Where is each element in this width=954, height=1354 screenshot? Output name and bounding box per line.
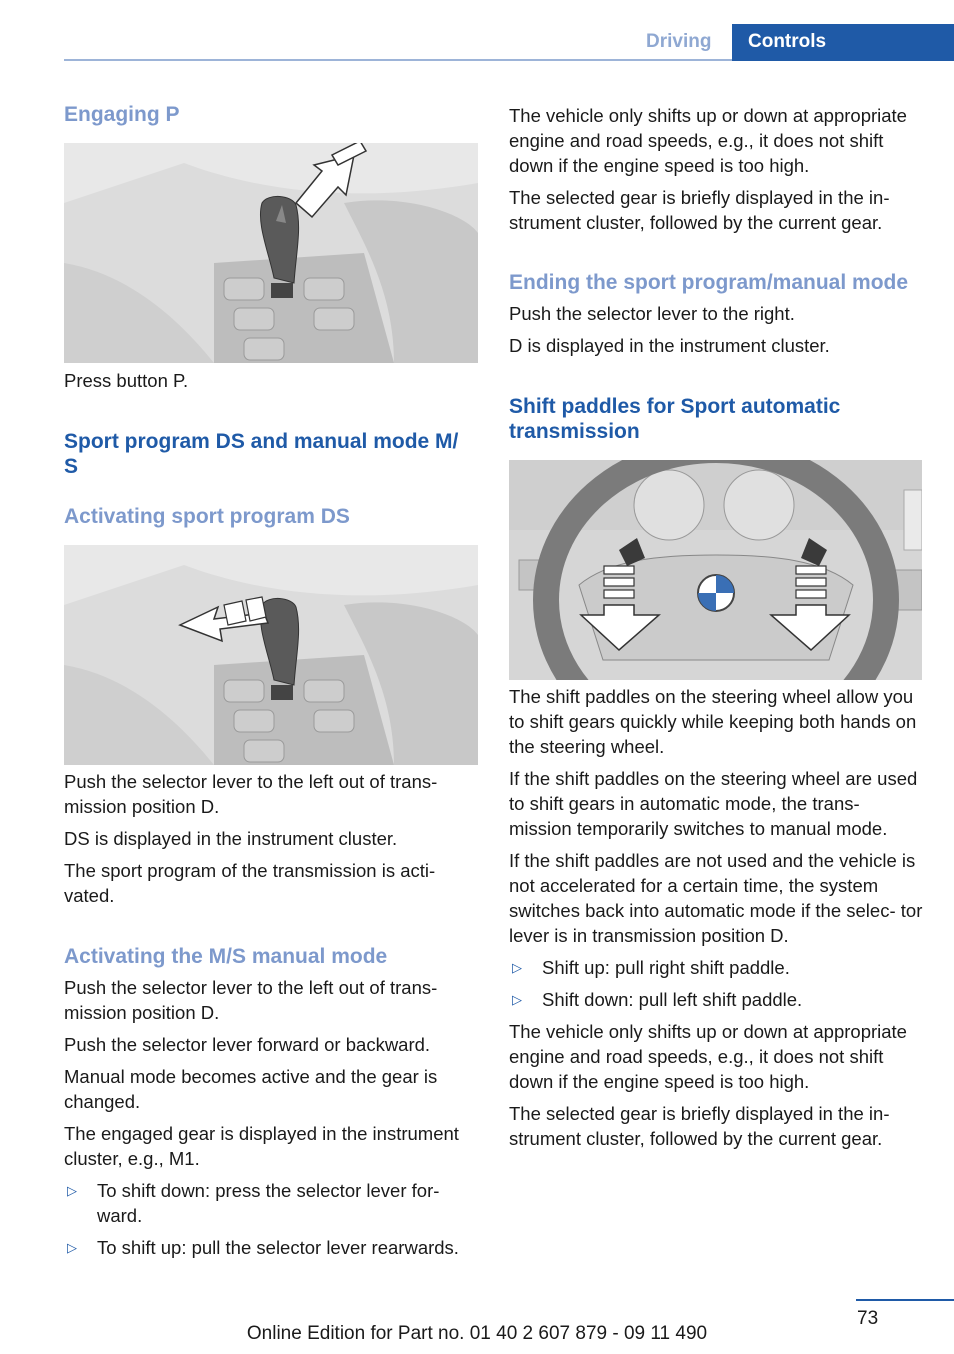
- heading-sport-program: Sport program DS and manual mode M/ S: [64, 430, 459, 478]
- text-gear-display: The selected gear is briefly displayed in the in- strument cluster, followed by the current gear.: [509, 187, 890, 233]
- text-ms-step2: Push the selector lever forward or backward.: [64, 1034, 431, 1055]
- heading-activating-ds: Activating sport program DS: [64, 505, 350, 528]
- heading-ending-sport: Ending the sport program/manual mode: [509, 271, 909, 294]
- header-section-label: Driving: [646, 31, 712, 52]
- text-gear-display-repeat: The selected gear is briefly displayed in the in- strument cluster, followed by the current gear.: [509, 1103, 890, 1149]
- left-column: [64, 100, 478, 1260]
- figure-steering-wheel-paddles: [509, 460, 922, 680]
- list-item: [509, 955, 923, 980]
- list-item-text: To shift down: press the selector lever for- ward.: [97, 1180, 440, 1226]
- bullet-triangle-icon: ▷: [512, 992, 522, 1007]
- figure-selector-lever-p: [64, 143, 478, 363]
- list-item-text: To shift up: pull the selector lever rearwards.: [97, 1237, 459, 1258]
- page-number: 73: [857, 1308, 879, 1329]
- text-ending-step1: Push the selector lever to the right.: [509, 303, 795, 324]
- text-ds-step2: DS is displayed in the instrument cluster.: [64, 828, 398, 849]
- text-ms-step1: Push the selector lever to the left out of trans- mission position D.: [64, 977, 438, 1023]
- heading-activating-ms: Activating the M/S manual mode: [64, 945, 388, 968]
- bullet-triangle-icon: ▷: [67, 1240, 77, 1255]
- list-item: [64, 1178, 478, 1228]
- figure-selector-lever-ds: [64, 545, 478, 765]
- text-ms-step4: The engaged gear is displayed in the instrument cluster, e.g., M1.: [64, 1123, 459, 1169]
- text-paddles-intro: The shift paddles on the steering wheel allow you to shift gears quickly while keeping both hands on the steering wheel.: [509, 686, 917, 757]
- text-press-button-p: Press button P.: [64, 370, 189, 391]
- text-ds-step1: Push the selector lever to the left out of trans- mission position D.: [64, 771, 438, 817]
- heading-engaging-p: Engaging P: [64, 103, 180, 126]
- footer-edition-note: Online Edition for Part no. 01 40 2 607 879 - 09 11 490: [246, 1323, 708, 1344]
- page-number-rule: [856, 1299, 954, 1301]
- text-shift-condition-repeat: The vehicle only shifts up or down at appropriate engine and road speeds, e.g., it does not shift down if the engine speed is too high.: [509, 1021, 907, 1092]
- text-ending-step2: D is displayed in the instrument cluster.: [509, 335, 830, 356]
- text-ms-step3: Manual mode becomes active and the gear is changed.: [64, 1066, 438, 1112]
- text-shift-condition: The vehicle only shifts up or down at appropriate engine and road speeds, e.g., it does not shift down if the engine speed is too high.: [509, 105, 907, 176]
- text-ds-step3: The sport program of the transmission is acti- vated.: [64, 860, 436, 906]
- list-item: [64, 1235, 478, 1260]
- list-item: [509, 987, 923, 1012]
- header-chapter-tab: Controls: [732, 24, 954, 61]
- list-item-text: Shift down: pull left shift paddle.: [542, 989, 803, 1010]
- right-column: [509, 103, 923, 1151]
- text-paddles-auto-mode: If the shift paddles on the steering wheel are used to shift gears in automatic mode, the trans- mission temporarily switches to manual mode.: [509, 768, 918, 839]
- heading-shift-paddles: Shift paddles for Sport automatic transmission: [509, 395, 841, 443]
- bullet-triangle-icon: ▷: [67, 1183, 77, 1198]
- text-paddles-switch-back: If the shift paddles are not used and the vehicle is not accelerated for a certain time, the system switches back into automatic mode if the selec- tor lever is in transmission position D.: [509, 850, 923, 946]
- list-item-text: Shift up: pull right shift paddle.: [542, 957, 790, 978]
- bullet-triangle-icon: ▷: [512, 960, 522, 975]
